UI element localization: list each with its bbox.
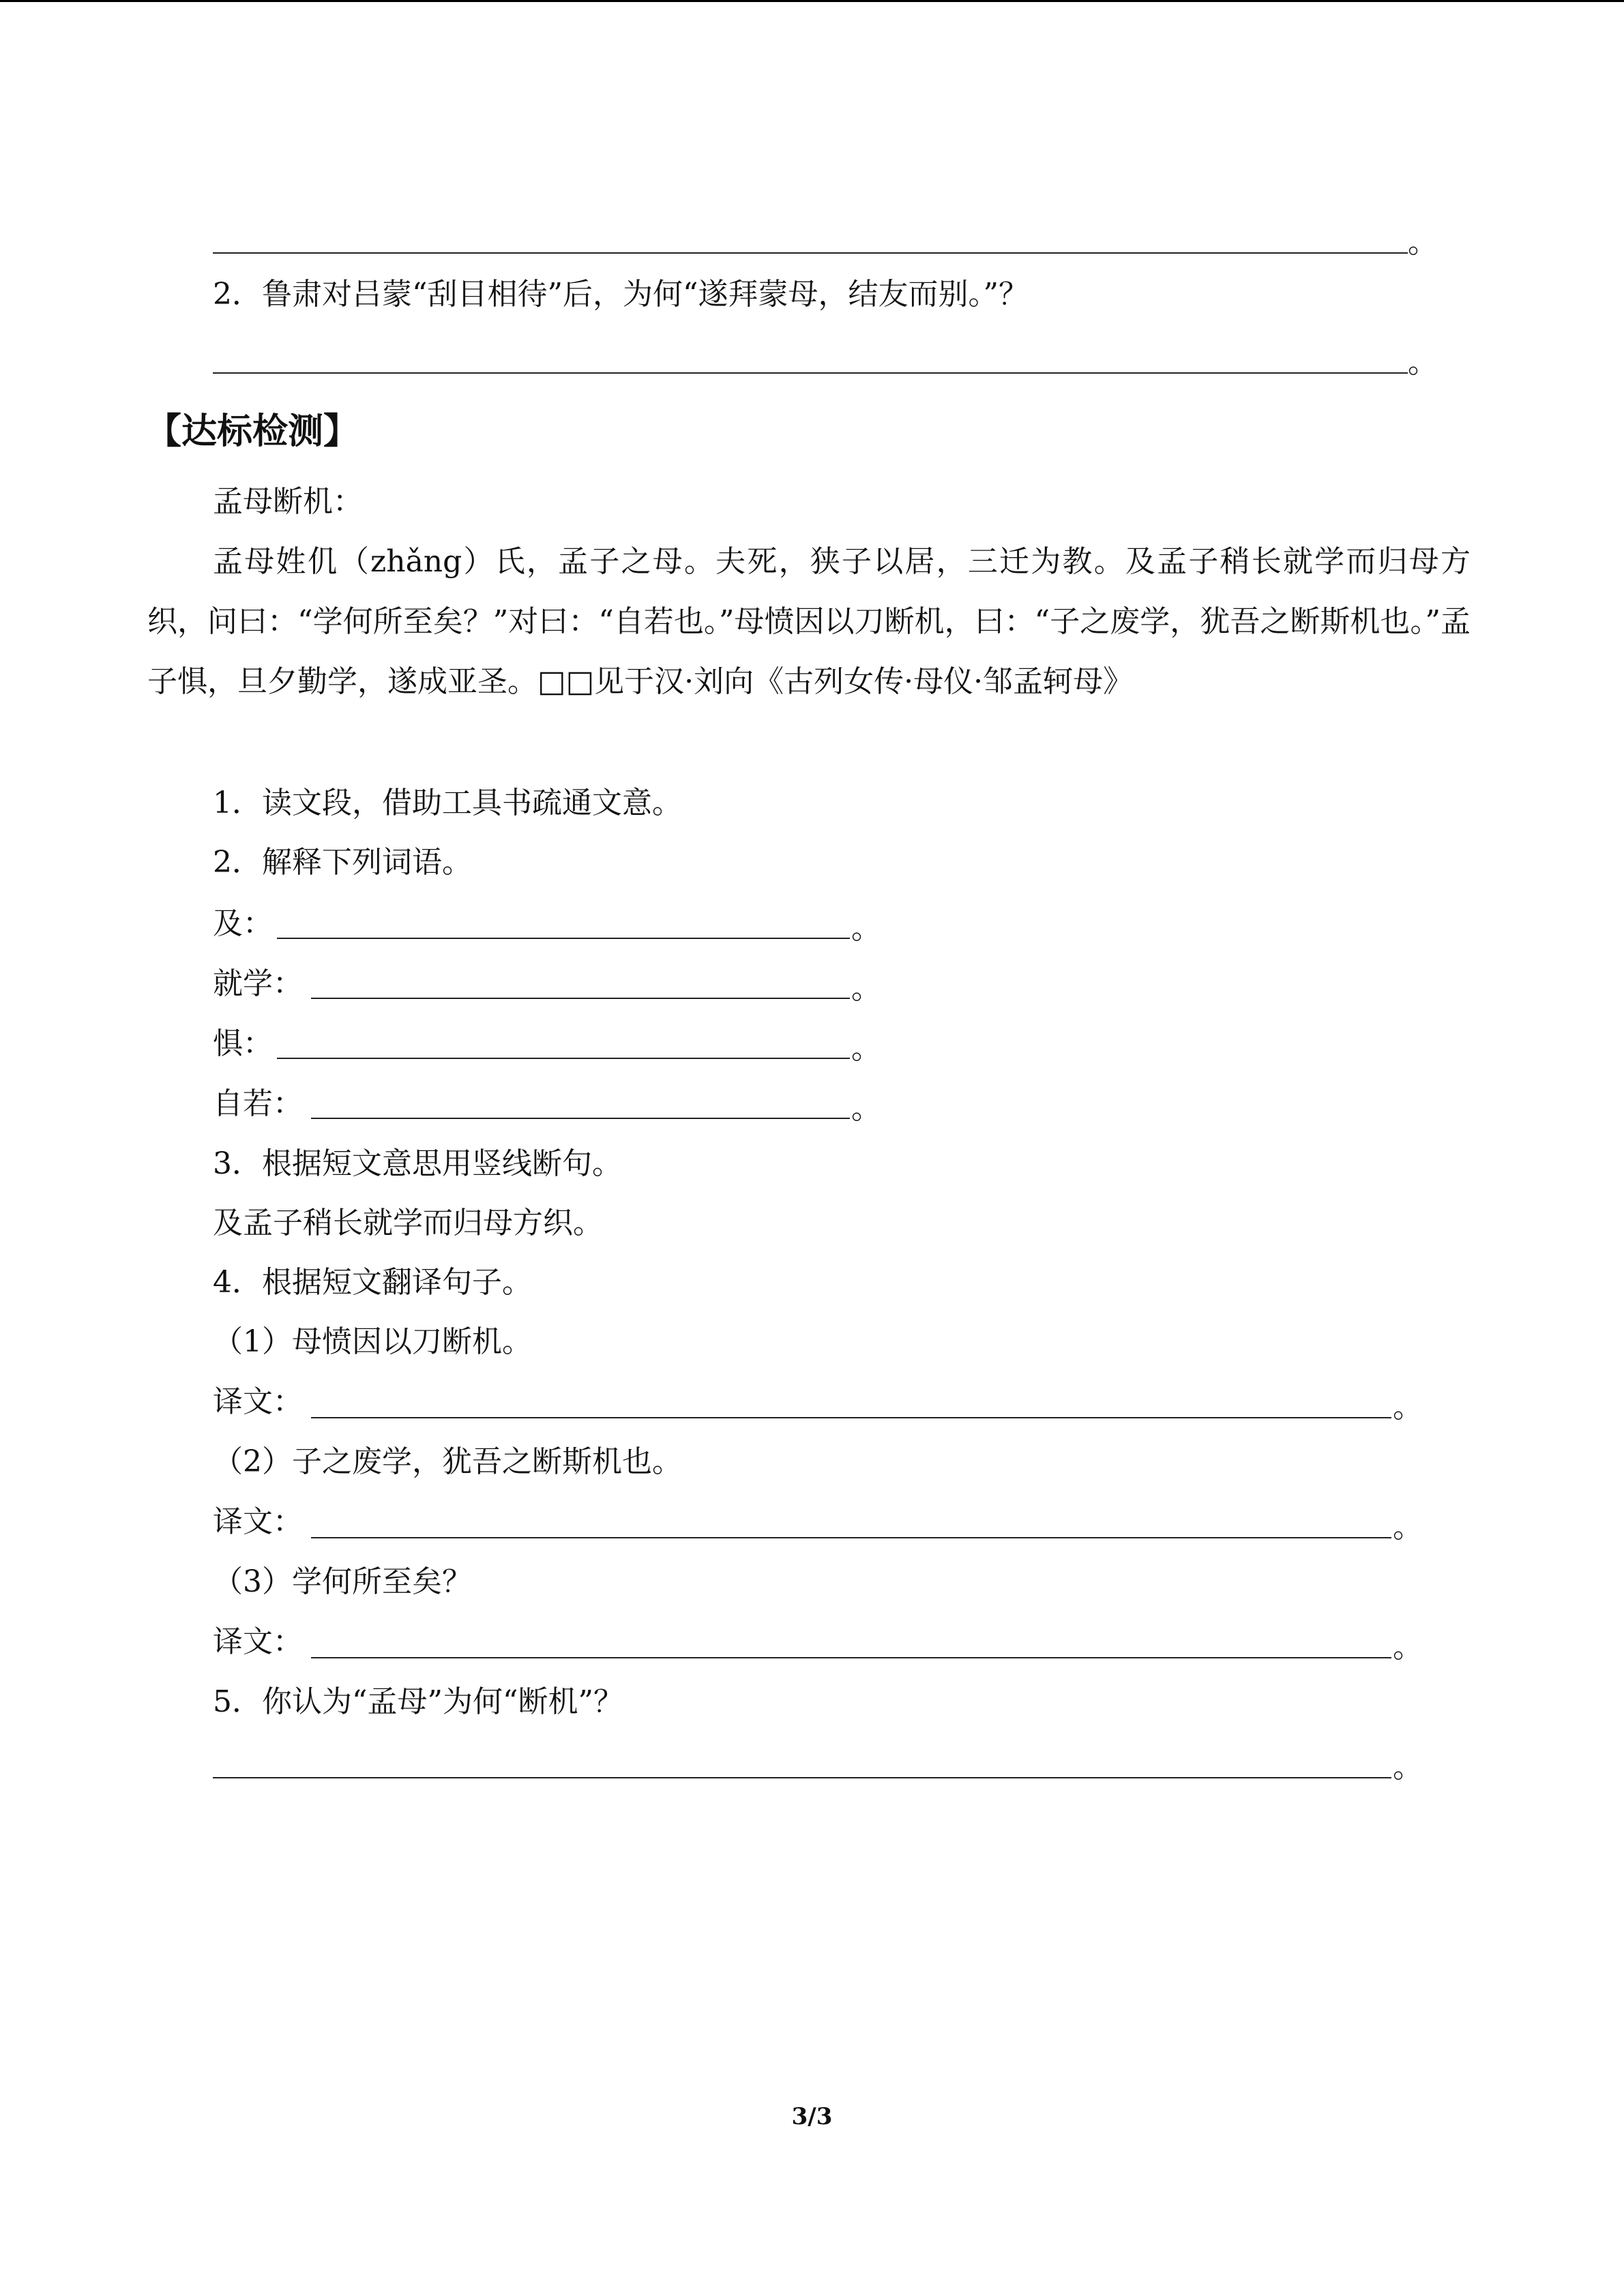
- term-label: 惧：: [213, 1026, 273, 1061]
- translation-answer-line[interactable]: [311, 1537, 1391, 1538]
- translate-sentence: （2）子之废学，犹吾之断斯机也。: [213, 1444, 682, 1479]
- translation-label: 译文：: [213, 1504, 303, 1539]
- translation-answer-line[interactable]: [311, 1657, 1391, 1658]
- term-answer-line[interactable]: [311, 1118, 850, 1119]
- question-text: 2．鲁肃对吕蒙“刮目相待”后，为何“遂拜蒙母，结友而别。”？: [213, 277, 1029, 312]
- term-label: 自若：: [213, 1086, 303, 1121]
- translation-label: 译文：: [213, 1384, 303, 1419]
- line-end-period: 。: [851, 1091, 881, 1126]
- question-4: 4．根据短文翻译句子。: [213, 1265, 532, 1300]
- question-2: 2．解释下列词语。: [213, 845, 472, 880]
- answer-line[interactable]: [213, 372, 1408, 374]
- question-5: 5．你认为“孟母”为何“断机”？: [213, 1684, 623, 1719]
- question-3-sentence: 及孟子稍长就学而归母方织。: [213, 1206, 603, 1240]
- answer-line[interactable]: [213, 252, 1408, 254]
- term-answer-line[interactable]: [277, 938, 850, 939]
- question-1: 1．读文段，借助工具书疏通文意。: [213, 786, 682, 820]
- line-end-period: 。: [851, 911, 881, 946]
- line-end-period: 。: [1408, 225, 1438, 260]
- line-end-period: 。: [1393, 1510, 1423, 1545]
- translation-answer-line[interactable]: [311, 1417, 1391, 1418]
- line-end-period: 。: [851, 971, 881, 1006]
- term-label: 及：: [213, 906, 273, 941]
- line-end-period: 。: [1393, 1750, 1423, 1785]
- section-title: 【达标检测】: [146, 411, 359, 452]
- line-end-period: 。: [1408, 345, 1438, 380]
- translate-sentence: （3）学何所至矣？: [213, 1564, 472, 1599]
- line-end-period: 。: [851, 1031, 881, 1066]
- term-label: 就学：: [213, 966, 303, 1001]
- passage-heading: 孟母断机：: [213, 484, 363, 519]
- term-answer-line[interactable]: [277, 1058, 850, 1059]
- line-end-period: 。: [1393, 1390, 1423, 1425]
- passage-body: 孟母姓仉（zhǎng）氏，孟子之母。夫死，狭子以居，三迁为教。及孟子稍长就学而归母方织，问曰：“学何所至矣？”对曰：“自若也。”母愤因以刀断机，曰：“子之废学，犹吾之断斯机也。”孟子惧，旦夕勤学，遂成亚圣。□□见于汉·刘向《古列女传·母仪·邹孟轲母》: [147, 544, 1471, 699]
- question-3: 3．根据短文意思用竖线断句。: [213, 1146, 622, 1181]
- translation-label: 译文：: [213, 1624, 303, 1659]
- answer-line[interactable]: [213, 1777, 1391, 1778]
- term-answer-line[interactable]: [311, 998, 850, 999]
- page-number: 3/3: [791, 2103, 833, 2130]
- translate-sentence: （1）母愤因以刀断机。: [213, 1324, 532, 1359]
- line-end-period: 。: [1393, 1630, 1423, 1665]
